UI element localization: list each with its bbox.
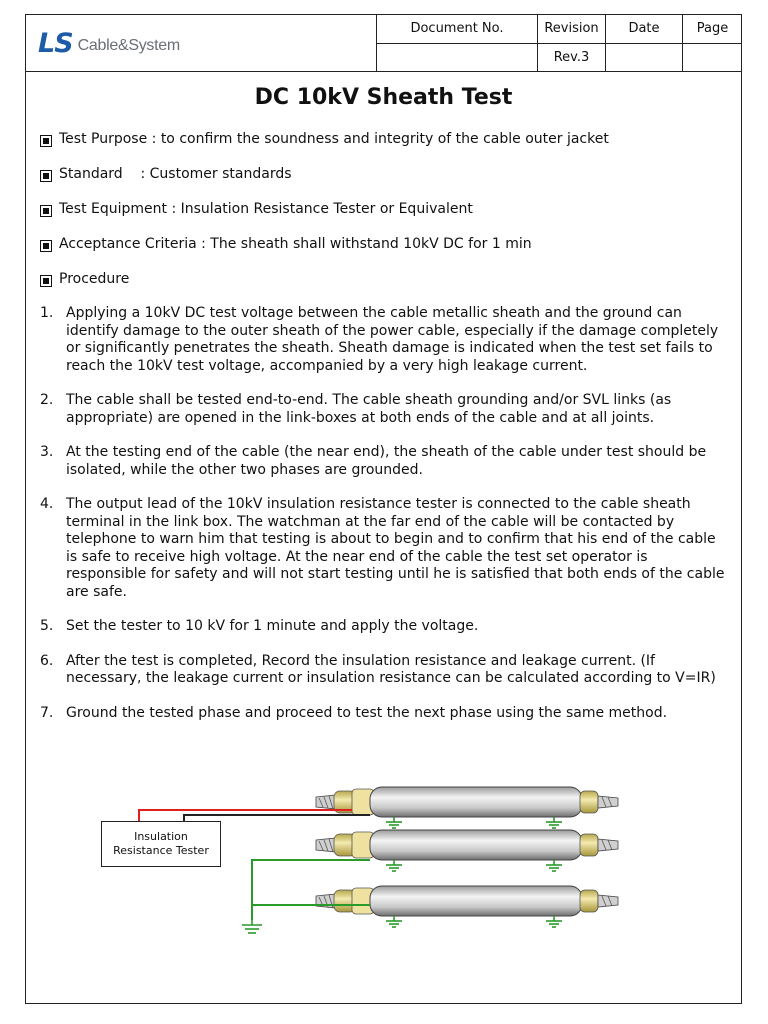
page-value bbox=[683, 43, 743, 71]
step-text: Ground the tested phase and proceed to test the next phase using the same method. bbox=[66, 704, 668, 721]
procedure-step bbox=[40, 305, 730, 375]
step-number: 4. bbox=[40, 496, 54, 512]
step-text: After the test is completed, Record the insulation resistance and leakage current. (If necessary, the leakage current or insulation resistance can be calculated according to V=IR) bbox=[66, 652, 716, 686]
revision-value: Rev.3 bbox=[538, 43, 606, 71]
summary-item bbox=[40, 201, 730, 236]
tester-label-line2: Resistance Tester bbox=[113, 844, 209, 857]
summary-item bbox=[40, 271, 730, 306]
summary-item bbox=[40, 131, 730, 166]
logo-text: Cable&System bbox=[77, 36, 180, 54]
step-text: The cable shall be tested end-to-end. The cable sheath grounding and/or SVL links (as appropriate) are opened in the link-boxes at both ends of the cable and at all joints. bbox=[66, 392, 672, 426]
step-text: Applying a 10kV DC test voltage between the cable metallic sheath and the ground can identify damage to the outer sheath of the power cable, especially if the damage completely or significantly penetrates the sheath. Sheath damage is indicated when the test set fails to reach the 10kV test voltage, accompanied by a very high leakage current. bbox=[66, 305, 719, 374]
document-header bbox=[26, 15, 741, 72]
step-number: 7. bbox=[40, 704, 54, 721]
test-equipment: Test Equipment : Insulation Resistance Tester or Equivalent bbox=[59, 201, 473, 217]
square-bullet-icon bbox=[40, 240, 52, 252]
cable-phase-1 bbox=[316, 787, 618, 817]
summary-item bbox=[40, 236, 730, 271]
step-number: 3. bbox=[40, 444, 54, 460]
step-text: At the testing end of the cable (the near end), the sheath of the cable under test should be isolated, while the other two phases are grounded. bbox=[66, 444, 707, 478]
procedure-step bbox=[40, 705, 730, 723]
standard: Standard : Customer standards bbox=[59, 166, 292, 182]
tester-label-line1: Insulation bbox=[134, 830, 188, 843]
company-logo bbox=[38, 25, 180, 61]
procedure-steps bbox=[40, 305, 730, 739]
acceptance-criteria: Acceptance Criteria : The sheath shall withstand 10kV DC for 1 min bbox=[59, 236, 532, 252]
document-no-header: Document No. bbox=[377, 15, 538, 43]
document-info-table bbox=[376, 15, 742, 71]
document-page bbox=[25, 14, 742, 1004]
document-title: DC 10kV Sheath Test bbox=[254, 85, 513, 110]
step-number: 1. bbox=[40, 305, 54, 321]
procedure-step bbox=[40, 392, 730, 427]
square-bullet-icon bbox=[40, 170, 52, 182]
date-header: Date bbox=[606, 15, 683, 43]
logo-mark: LS bbox=[38, 27, 73, 59]
step-number: 2. bbox=[40, 392, 54, 408]
procedure-step bbox=[40, 618, 730, 636]
cable-phase-3 bbox=[316, 886, 618, 916]
square-bullet-icon bbox=[40, 275, 52, 287]
step-number: 5. bbox=[40, 618, 54, 634]
page-header: Page bbox=[683, 15, 743, 43]
procedure-step bbox=[40, 444, 730, 479]
procedure-step bbox=[40, 653, 730, 688]
date-value bbox=[606, 43, 683, 71]
step-text: Set the tester to 10 kV for 1 minute and apply the voltage. bbox=[66, 618, 479, 634]
document-no-value bbox=[377, 43, 538, 71]
revision-header: Revision bbox=[538, 15, 606, 43]
summary-item bbox=[40, 166, 730, 201]
step-number: 6. bbox=[40, 652, 54, 669]
step-text: The output lead of the 10kV insulation resistance tester is connected to the cable sheath terminal in the link box. The watchman at the far end of the cable will be contacted by telephone to warn him that testing is about to begin and to confirm that his end of the cable is safe to receive high voltage. At the near end of the cable the test set operator is responsible for safety and will not start testing until he is satisfied that both ends of the cable are safe. bbox=[66, 496, 725, 600]
tester-ground-icon bbox=[242, 920, 262, 933]
procedure-step bbox=[40, 496, 730, 601]
insulation-resistance-tester bbox=[101, 821, 221, 867]
test-purpose: Test Purpose : to confirm the soundness and integrity of the cable outer jacket bbox=[59, 131, 609, 147]
square-bullet-icon bbox=[40, 135, 52, 147]
summary-list bbox=[40, 131, 730, 306]
procedure-heading: Procedure bbox=[59, 271, 130, 287]
square-bullet-icon bbox=[40, 205, 52, 217]
cable-phase-2 bbox=[316, 830, 618, 860]
